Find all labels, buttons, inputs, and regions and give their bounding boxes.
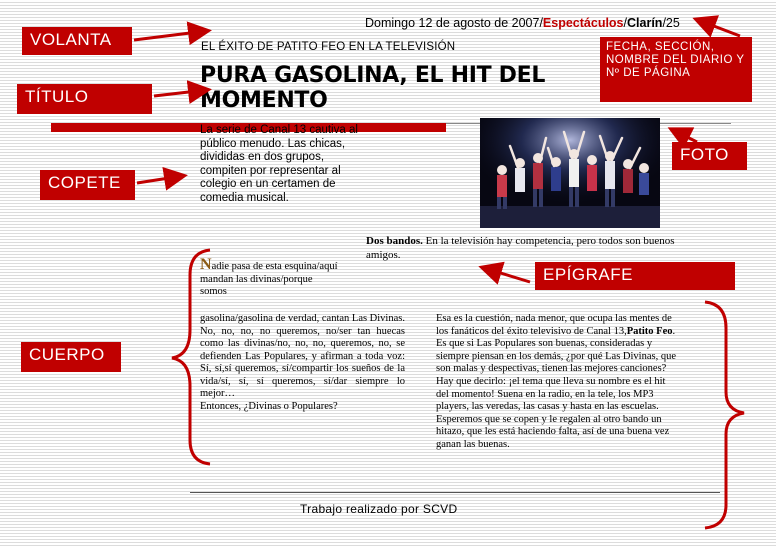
arrow-titulo [154,90,206,96]
header-section: Espectáculos [542,16,624,30]
label-copete: COPETE [40,170,135,200]
label-epigrafe: EPÍGRAFE [535,262,735,290]
drop-cap: N [200,256,212,273]
cuerpo-right-brace [705,302,744,528]
epigrafe-body: En la televisión hay competencia, pero todos son buenos amigos. [366,235,675,261]
header-date: Domingo 12 de agosto de 2007/ [365,16,543,30]
label-cuerpo: CUERPO [21,342,121,372]
arrow-foto [673,130,697,142]
cuerpo-left-brace [172,250,210,464]
headline: PURA GASOLINA, EL HIT DEL MOMENTO [200,63,546,113]
col2-paragraph-2: Esperemos que se copen y le regalen al otro bando un hitazo, que les está haciendo falta, así de una buena vez ganan las buenas. [436,413,670,450]
arrow-copete [137,176,182,183]
label-foto: FOTO [672,142,747,170]
copete-text: La serie de Canal 13 cautiva al público menudo. Las chicas, divididas en dos grupos, compiten por representar al colegio en un certamen de comedia musical. [200,124,358,204]
label-fecha-seccion: FECHA, SECCIÓN, NOMBRE DEL DIARIO Y Nº DE PÁGINA [600,37,752,102]
col1-paragraph-2: No, no, no, no queremos, no/ser tan huecas como las divinas/no, no, no, queremos, no, se defienden Las Populares, y afirman a toda voz: Sí, sí,sí queremos, sí/compartir los sueños de la vida/sí, sí, sí queremos, sí/dar siempre lo mejor… [200,325,405,399]
col1-paragraph-3: Entonces, ¿Divinas o Populares? [200,400,338,412]
arrow-volanta [134,31,206,40]
body-lead-text: adie pasa de esta esquina/aquí mandan las divinas/porque somos [200,261,338,297]
arrow-fecha [698,20,740,36]
col2-text-b: . Es que si Las Populares son buenas, consideradas y siempre piensan en los demás, ¿por qué Las Divinas, que son malas y despectivas, tienen las mejores canciones? Hay que decirlo: ¡el tema que lleva su nombre es el hit del momento! Suena en la radio, en la tele, los MP3 players, las veredas, las casas y hasta en las escuelas. [436,325,676,413]
col2-bold-name: Patito Feo [626,325,673,337]
credit-text: Trabajo realizado por SCVD [300,502,458,516]
header-separator: / [623,16,627,30]
header-page: /25 [662,16,680,30]
header-paper: Clarín [627,16,663,30]
col1-paragraph-1: gasolina/gasolina de verdad, cantan Las Divinas. [200,313,405,324]
arrow-epigrafe [484,268,530,282]
label-titulo: TÍTULO [17,84,152,114]
epigrafe-lead: Dos bandos. [366,235,423,247]
volanta-text: EL ÉXITO DE PATITO FEO EN LA TELEVISIÓN [201,41,456,53]
col2-text-a: Esa es la cuestión, nada menor, que ocupa las mentes de los fanáticos del éxito televisivo de Canal 13, [436,313,672,337]
label-volanta: VOLANTA [22,27,132,55]
